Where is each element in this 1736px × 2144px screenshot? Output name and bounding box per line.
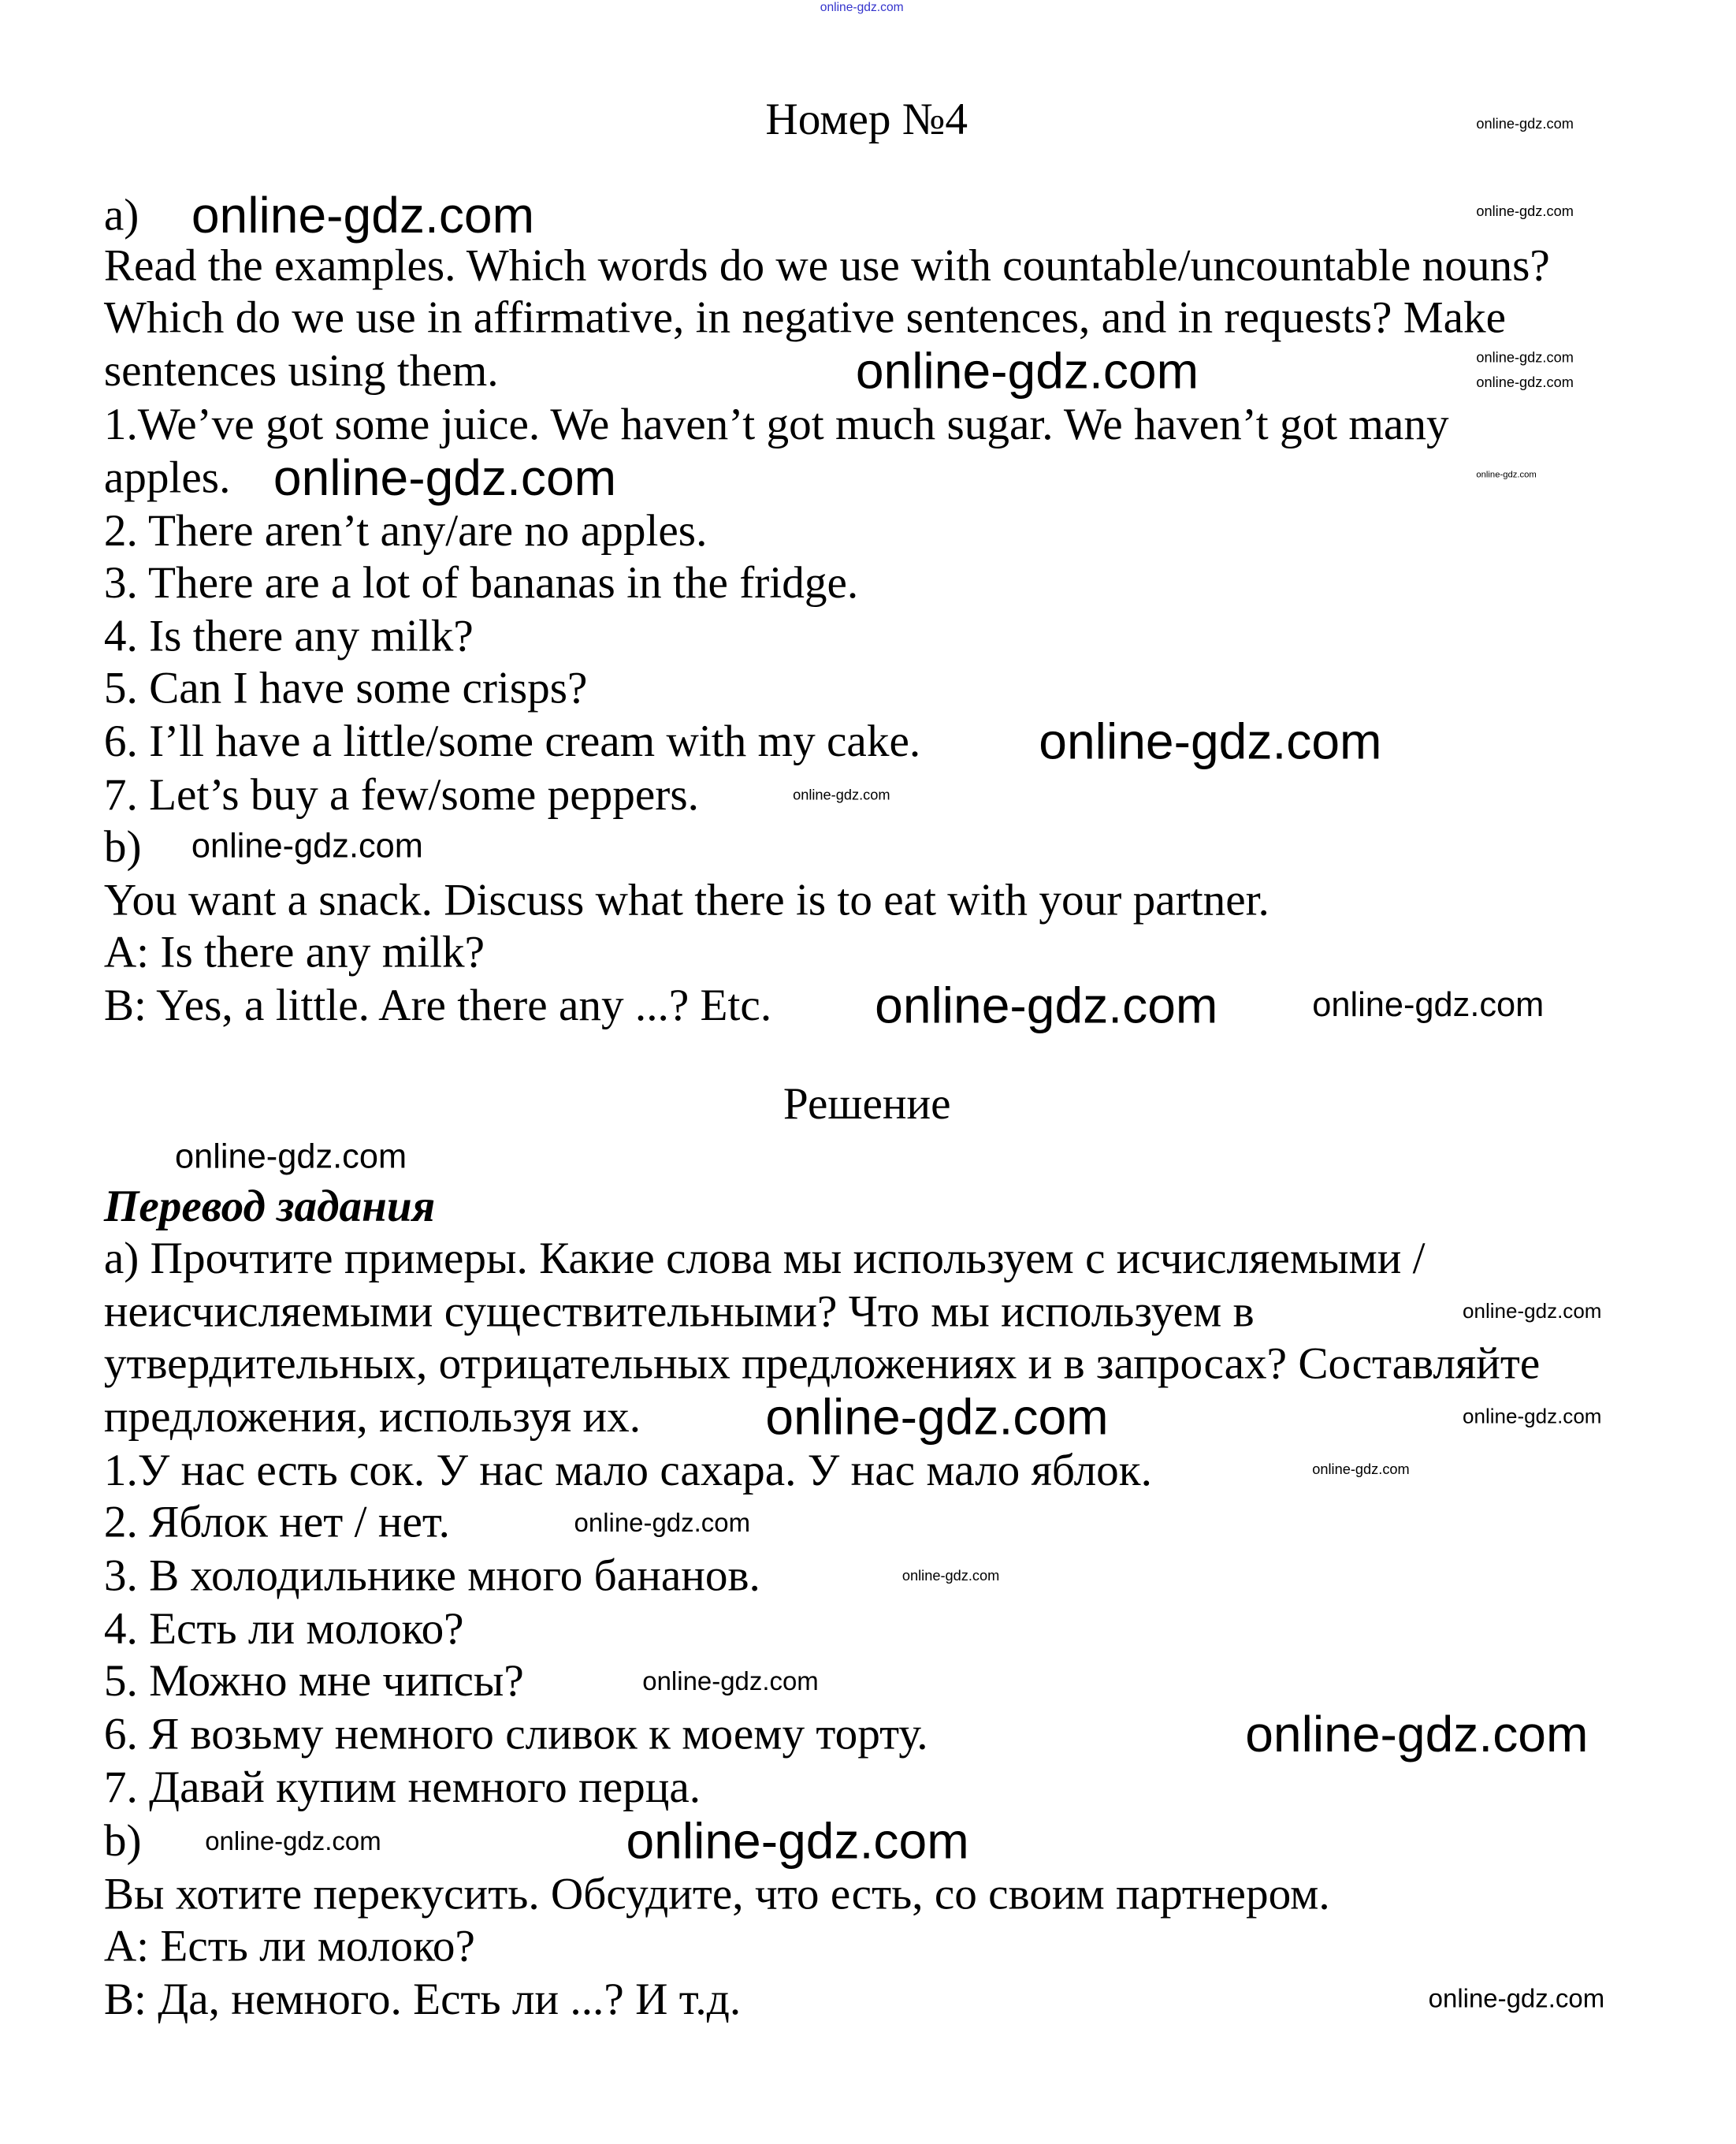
watermark: online-gdz.com <box>205 1828 381 1857</box>
task-b-line: A: Is there any milk? <box>103 928 485 978</box>
watermark: online-gdz.com <box>574 1509 751 1539</box>
translation-example: 5. Можно мне чипсы? <box>103 1657 524 1707</box>
translation-example: 2. Яблок нет / нет. <box>103 1498 450 1548</box>
watermark: online-gdz.com <box>1463 1300 1602 1324</box>
watermark: online-gdz.com <box>875 977 1218 1034</box>
watermark: online-gdz.com <box>1463 1405 1602 1429</box>
watermark: online-gdz.com <box>901 1568 1000 1585</box>
watermark: online-gdz.com <box>191 187 535 244</box>
translation-heading: Перевод задания <box>103 1182 436 1232</box>
watermark: online-gdz.com <box>1039 713 1382 770</box>
translation-b-line: А: Есть ли молоко? <box>103 1922 475 1972</box>
watermark: online-gdz.com <box>642 1668 819 1697</box>
watermark: online-gdz.com <box>191 827 423 866</box>
translation-example: 1.У нас есть сок. У нас мало сахара. У нас мало яблок. <box>103 1446 1152 1496</box>
watermark: online-gdz.com <box>1476 374 1574 392</box>
watermark: online-gdz.com <box>1312 1461 1410 1479</box>
watermark: online-gdz.com <box>793 787 890 804</box>
watermark: online-gdz.com <box>1476 203 1574 221</box>
page-title: Номер №4 <box>765 95 968 145</box>
task-b-line: You want a snack. Discuss what there is to eat with your partner. <box>103 876 1269 926</box>
translation-example: 4. Есть ли молоко? <box>103 1605 464 1655</box>
example-line: 1.We’ve got some juice. We haven’t got much sugar. We haven’t got many <box>103 400 1449 450</box>
watermark: online-gdz.com <box>626 1813 969 1870</box>
translation-b-line: В: Да, немного. Есть ли ...? И т.д. <box>103 1975 742 2025</box>
watermark: online-gdz.com <box>1476 116 1574 133</box>
example-line: 6. I’ll have a little/some cream with my cake. <box>103 717 921 768</box>
watermark: online-gdz.com <box>1476 470 1537 480</box>
example-line: 4. Is there any milk? <box>103 612 474 662</box>
watermark: online-gdz.com <box>175 1137 407 1176</box>
task-b-line: B: Yes, a little. Are there any ...? Etc. <box>103 981 772 1031</box>
task-instruction-line: Read the examples. Which words do we use with countable/uncountable nouns? <box>103 242 1550 292</box>
watermark: online-gdz.com <box>1245 1706 1589 1762</box>
watermark: online-gdz.com <box>1476 350 1574 367</box>
watermark: online-gdz.com <box>855 343 1199 400</box>
translation-line: предложения, используя их. <box>103 1393 641 1443</box>
task-instruction-line: Which do we use in affirmative, in negative sentences, and in requests? Make <box>103 293 1507 344</box>
translation-line: а) Прочтите примеры. Какие слова мы используем с исчисляемыми / <box>103 1234 1426 1284</box>
watermark: online-gdz.com <box>273 449 617 506</box>
translation-b-label: b) <box>103 1817 142 1867</box>
task-a-label: a) <box>103 191 139 241</box>
translation-example: 7. Давай купим немного перца. <box>103 1763 701 1814</box>
translation-b-line: Вы хотите перекусить. Обсудите, что есть, со своим партнером. <box>103 1870 1330 1920</box>
watermark: online-gdz.com <box>820 0 904 14</box>
watermark: online-gdz.com <box>765 1389 1109 1446</box>
translation-example: 3. В холодильнике много бананов. <box>103 1551 760 1602</box>
translation-line: утвердительных, отрицательных предложениях и в запросах? Составляйте <box>103 1339 1541 1390</box>
task-b-label: b) <box>103 823 142 873</box>
example-line: 7. Let’s buy a few/some peppers. <box>103 771 699 821</box>
translation-example: 6. Я возьму немного сливок к моему торту. <box>103 1710 928 1760</box>
example-line: 2. There aren’t any/are no apples. <box>103 507 708 556</box>
example-line: 5. Can I have some crisps? <box>103 664 588 714</box>
example-line: apples. <box>103 453 231 504</box>
task-instruction-line: sentences using them. <box>103 347 499 397</box>
watermark: online-gdz.com <box>1312 985 1545 1025</box>
solution-heading: Решение <box>783 1080 951 1130</box>
translation-line: неисчисляемыми существительными? Что мы используем в <box>103 1287 1255 1338</box>
watermark: online-gdz.com <box>1428 1985 1605 2015</box>
example-line: 3. There are a lot of bananas in the fridge. <box>103 559 859 609</box>
